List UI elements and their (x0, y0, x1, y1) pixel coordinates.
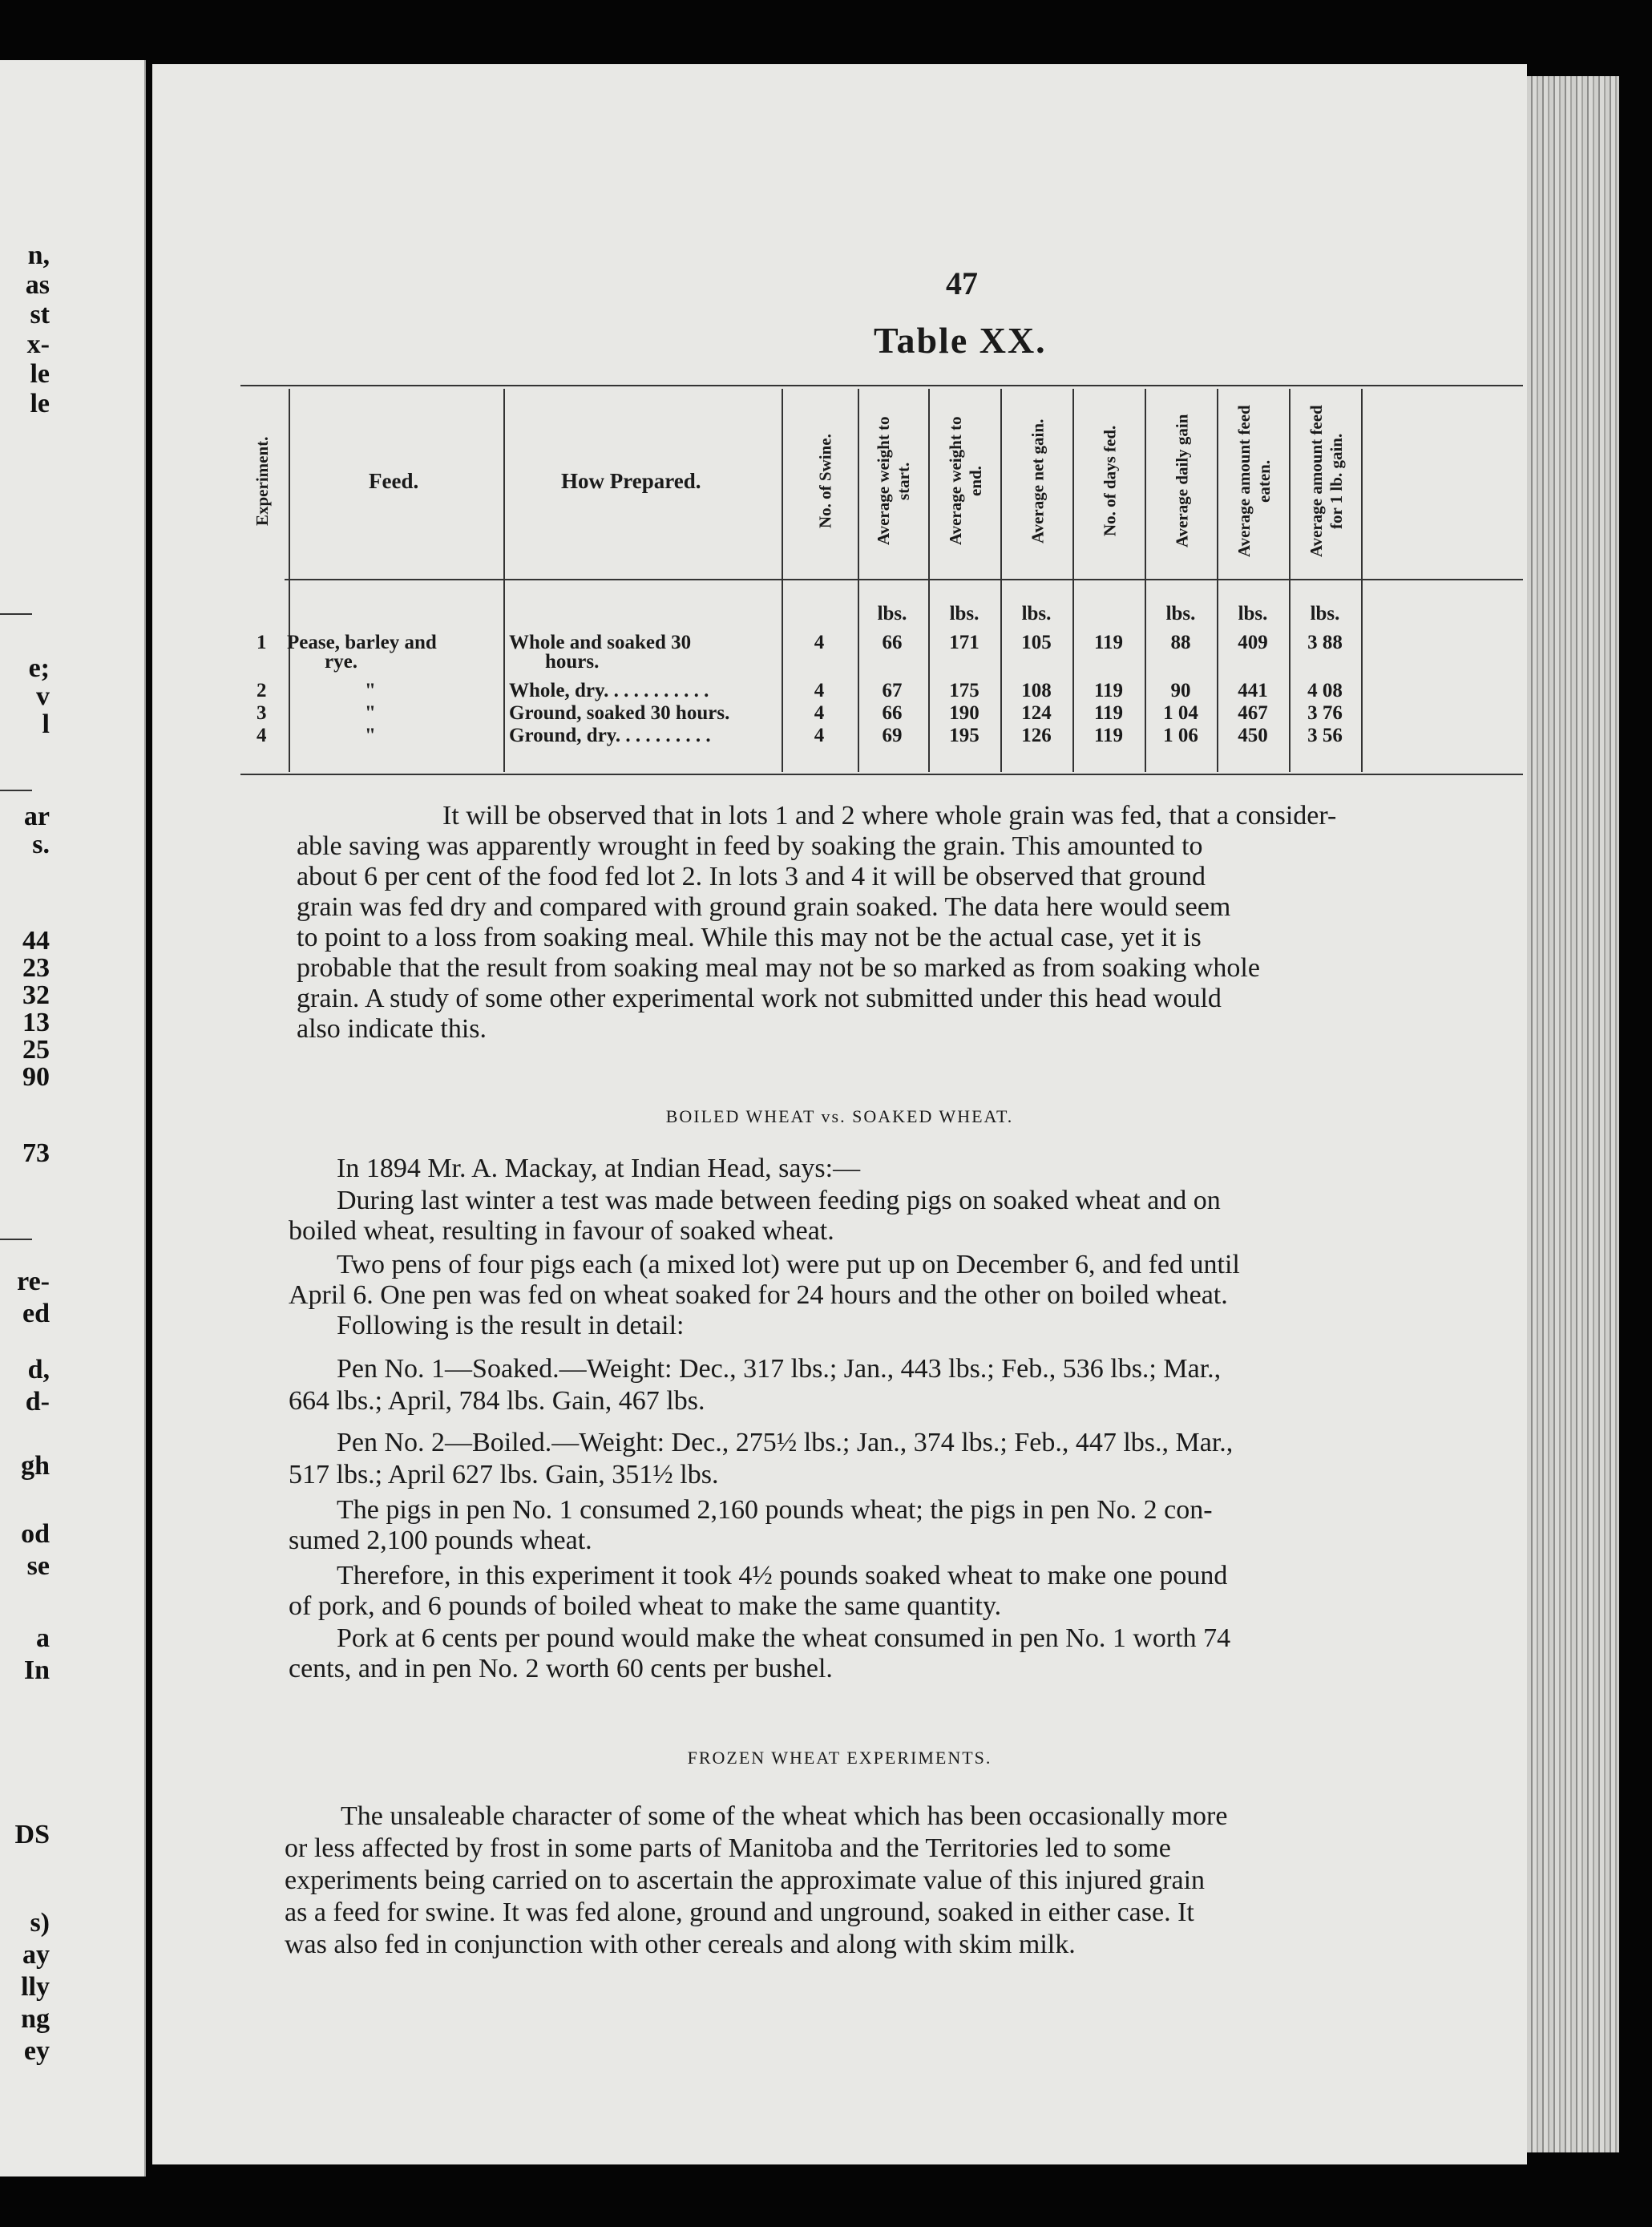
left-text: ng (21, 2004, 50, 2034)
cell-daily: 90 (1170, 680, 1191, 701)
cell-feed: " (365, 680, 376, 701)
header-how-prepared: How Prepared. (561, 469, 701, 493)
cell-prep: Whole and soaked 30 (509, 632, 692, 653)
header-weight-end: Average weight to end. (946, 416, 985, 546)
left-text: 44 (22, 926, 50, 956)
left-rule (0, 790, 32, 791)
text-line: Pen No. 1—Soaked.—Weight: Dec., 317 lbs.; Jan., 443 lbs.; Feb., 536 lbs.; Mar., (337, 1354, 1222, 1384)
text-line: of pork, and 6 pounds of boiled wheat to make the same quantity. (289, 1591, 1002, 1621)
cell-days: 119 (1093, 680, 1124, 701)
cell-exp: 1 (256, 632, 267, 653)
page-number: 47 (946, 265, 978, 301)
left-text: ar (23, 802, 50, 831)
text-line: The pigs in pen No. 1 consumed 2,160 pounds wheat; the pigs in pen No. 2 con- (337, 1495, 1213, 1525)
text-line: 664 lbs.; April, 784 lbs. Gain, 467 lbs. (289, 1386, 705, 1416)
cell-per-lb: 4 08 (1307, 680, 1343, 701)
text-line: Two pens of four pigs each (a mixed lot) were put up on December 6, and fed until (337, 1250, 1240, 1279)
cell-feed: " (365, 725, 376, 746)
left-text: x- (26, 329, 50, 359)
table-top-rule (240, 385, 1523, 386)
document-page (152, 64, 1527, 2164)
cell-eaten: 450 (1238, 725, 1268, 746)
text-line: probable that the result from soaking meal may not be so marked as from soaking whole (297, 953, 1260, 983)
cell-swine: 4 (814, 632, 825, 653)
left-text: d, (27, 1355, 50, 1384)
left-text: n, (27, 240, 50, 270)
text-line: able saving was apparently wrought in feed by soaking the grain. This amounted to (297, 831, 1203, 861)
cell-per-lb: 3 56 (1307, 725, 1343, 746)
header-feed-per-lb: Average amount feed for 1 lb. gain. (1307, 405, 1346, 557)
text-line: The unsaleable character of some of the wheat which has been occasionally more (341, 1801, 1228, 1831)
cell-daily: 1 04 (1163, 702, 1198, 724)
column-rule (1145, 389, 1146, 772)
column-rule (503, 389, 505, 772)
cell-start: 67 (882, 680, 903, 701)
cell-exp: 2 (256, 680, 267, 701)
left-rule (0, 1239, 32, 1240)
header-rule (285, 579, 1523, 580)
column-rule (289, 389, 290, 772)
cell-feed: " (365, 702, 376, 724)
cell-per-lb: 3 88 (1307, 632, 1343, 653)
section-heading-boiled: BOILED WHEAT vs. SOAKED WHEAT. (665, 1106, 1014, 1126)
cell-swine: 4 (814, 702, 825, 724)
left-text: 13 (22, 1008, 50, 1037)
left-page-fragment (0, 60, 146, 2176)
unit-label: lbs. (877, 603, 907, 624)
text-line: grain was fed dry and compared with ground grain soaked. The data here would seem (297, 892, 1231, 922)
text-line: Therefore, in this experiment it took 4½ pounds soaked wheat to make one pound (337, 1561, 1228, 1590)
left-text: st (30, 300, 50, 329)
header-feed-eaten: Average amount feed eaten. (1234, 405, 1274, 557)
column-rule (1289, 389, 1290, 772)
left-text: v (36, 681, 50, 711)
left-text: DS (14, 1820, 50, 1849)
cell-end: 171 (949, 632, 979, 653)
left-text: d- (25, 1387, 50, 1417)
left-text: s) (30, 1908, 50, 1938)
text-line: boiled wheat, resulting in favour of soaked wheat. (289, 1216, 834, 1246)
cell-eaten: 441 (1238, 680, 1268, 701)
cell-gain: 105 (1021, 632, 1052, 653)
left-text: 32 (22, 980, 50, 1010)
left-text: ey (23, 2036, 50, 2066)
column-rule (782, 389, 783, 772)
cell-exp: 3 (256, 702, 267, 724)
cell-end: 190 (949, 702, 979, 724)
cell-end: 195 (949, 725, 979, 746)
cell-exp: 4 (256, 725, 267, 746)
cell-start: 66 (882, 632, 903, 653)
left-text: 25 (22, 1035, 50, 1065)
text-line: 517 lbs.; April 627 lbs. Gain, 351½ lbs. (289, 1460, 719, 1489)
unit-label: lbs. (1021, 603, 1052, 624)
left-text: l (42, 709, 50, 739)
cell-start: 69 (882, 725, 903, 746)
cell-gain: 108 (1021, 680, 1052, 701)
left-text: re- (17, 1267, 50, 1296)
cell-gain: 124 (1021, 702, 1052, 724)
left-text: lly (21, 1972, 50, 2002)
left-text: e; (28, 653, 50, 683)
cell-end: 175 (949, 680, 979, 701)
text-line: During last winter a test was made between feeding pigs on soaked wheat and on (337, 1186, 1221, 1215)
header-days-fed: No. of days fed. (1100, 425, 1120, 537)
table-bottom-rule (240, 774, 1523, 775)
text-line: Following is the result in detail: (337, 1311, 685, 1340)
cell-prep: Ground, dry. . . . . . . . . . (509, 725, 711, 746)
section-heading-frozen: FROZEN WHEAT EXPERIMENTS. (687, 1748, 992, 1768)
header-swine: No. of Swine. (815, 434, 835, 528)
column-rule (858, 389, 859, 772)
text-line: experiments being carried on to ascertain the approximate value of this injured grain (285, 1865, 1206, 1895)
left-text: s. (32, 830, 50, 859)
text-line: cents, and in pen No. 2 worth 60 cents per bushel. (289, 1654, 833, 1683)
cell-eaten: 467 (1238, 702, 1268, 724)
column-rule (1000, 389, 1002, 772)
text-line: also indicate this. (297, 1014, 487, 1044)
cell-daily: 88 (1170, 632, 1191, 653)
column-rule (1217, 389, 1218, 772)
left-text: se (26, 1551, 50, 1581)
cell-start: 66 (882, 702, 903, 724)
column-rule (928, 389, 930, 772)
text-line: or less affected by frost in some parts of Manitoba and the Territories led to some (285, 1833, 1171, 1863)
left-text: le (30, 359, 50, 389)
text-line: grain. A study of some other experimental work not submitted under this head would (297, 984, 1222, 1013)
header-daily-gain: Average daily gain (1172, 414, 1192, 548)
left-text: ay (22, 1940, 50, 1970)
cell-days: 119 (1093, 632, 1124, 653)
left-text: 73 (22, 1138, 50, 1168)
cell-swine: 4 (814, 725, 825, 746)
text-line: about 6 per cent of the food fed lot 2. In lots 3 and 4 it will be observed that ground (297, 862, 1206, 891)
text-line: It will be observed that in lots 1 and 2 where whole grain was fed, that a consider- (442, 801, 1337, 831)
left-text: as (25, 270, 50, 300)
cell-days: 119 (1093, 702, 1124, 724)
left-text: od (21, 1519, 50, 1549)
cell-prep: Ground, soaked 30 hours. (509, 702, 730, 724)
left-rule (0, 613, 32, 615)
header-feed: Feed. (369, 469, 419, 493)
text-line: sumed 2,100 pounds wheat. (289, 1526, 592, 1555)
header-net-gain: Average net gain. (1028, 418, 1048, 544)
cell-feed: Pease, barley and (287, 632, 437, 653)
left-text: In (23, 1655, 50, 1685)
left-text: le (30, 389, 50, 418)
text-line: Pen No. 2—Boiled.—Weight: Dec., 275½ lbs.; Jan., 374 lbs.; Feb., 447 lbs., Mar., (337, 1428, 1234, 1457)
column-rule (1361, 389, 1363, 772)
cell-prep: hours. (545, 651, 600, 673)
text-line: as a feed for swine. It was fed alone, ground and unground, soaked in either case. It (285, 1898, 1194, 1927)
unit-label: lbs. (1165, 603, 1196, 624)
unit-label: lbs. (1310, 603, 1340, 624)
left-text: 90 (22, 1062, 50, 1092)
header-experiment: Experiment. (252, 436, 272, 526)
cell-eaten: 409 (1238, 632, 1268, 653)
cell-swine: 4 (814, 680, 825, 701)
cell-prep: Whole, dry. . . . . . . . . . . (509, 680, 709, 701)
cell-feed: rye. (325, 651, 357, 673)
text-line: Pork at 6 cents per pound would make the wheat consumed in pen No. 1 worth 74 (337, 1623, 1231, 1653)
left-text: gh (21, 1451, 50, 1481)
text-line: April 6. One pen was fed on wheat soaked for 24 hours and the other on boiled wheat. (289, 1280, 1228, 1310)
text-line: was also fed in conjunction with other cereals and along with skim milk. (285, 1930, 1076, 1959)
left-text: ed (22, 1299, 50, 1328)
table-title: Table XX. (874, 320, 1047, 361)
text-line: to point to a loss from soaking meal. While this may not be the actual case, yet it is (297, 923, 1202, 952)
unit-label: lbs. (1238, 603, 1268, 624)
column-rule (1072, 389, 1074, 772)
cell-per-lb: 3 76 (1307, 702, 1343, 724)
page-edge (1527, 76, 1619, 2152)
header-weight-start: Average weight to start. (874, 416, 913, 546)
cell-days: 119 (1093, 725, 1124, 746)
text-line: In 1894 Mr. A. Mackay, at Indian Head, says:— (337, 1154, 861, 1183)
left-text: 23 (22, 953, 50, 983)
unit-label: lbs. (949, 603, 979, 624)
cell-daily: 1 06 (1163, 725, 1198, 746)
cell-gain: 126 (1021, 725, 1052, 746)
left-text: a (36, 1623, 50, 1653)
